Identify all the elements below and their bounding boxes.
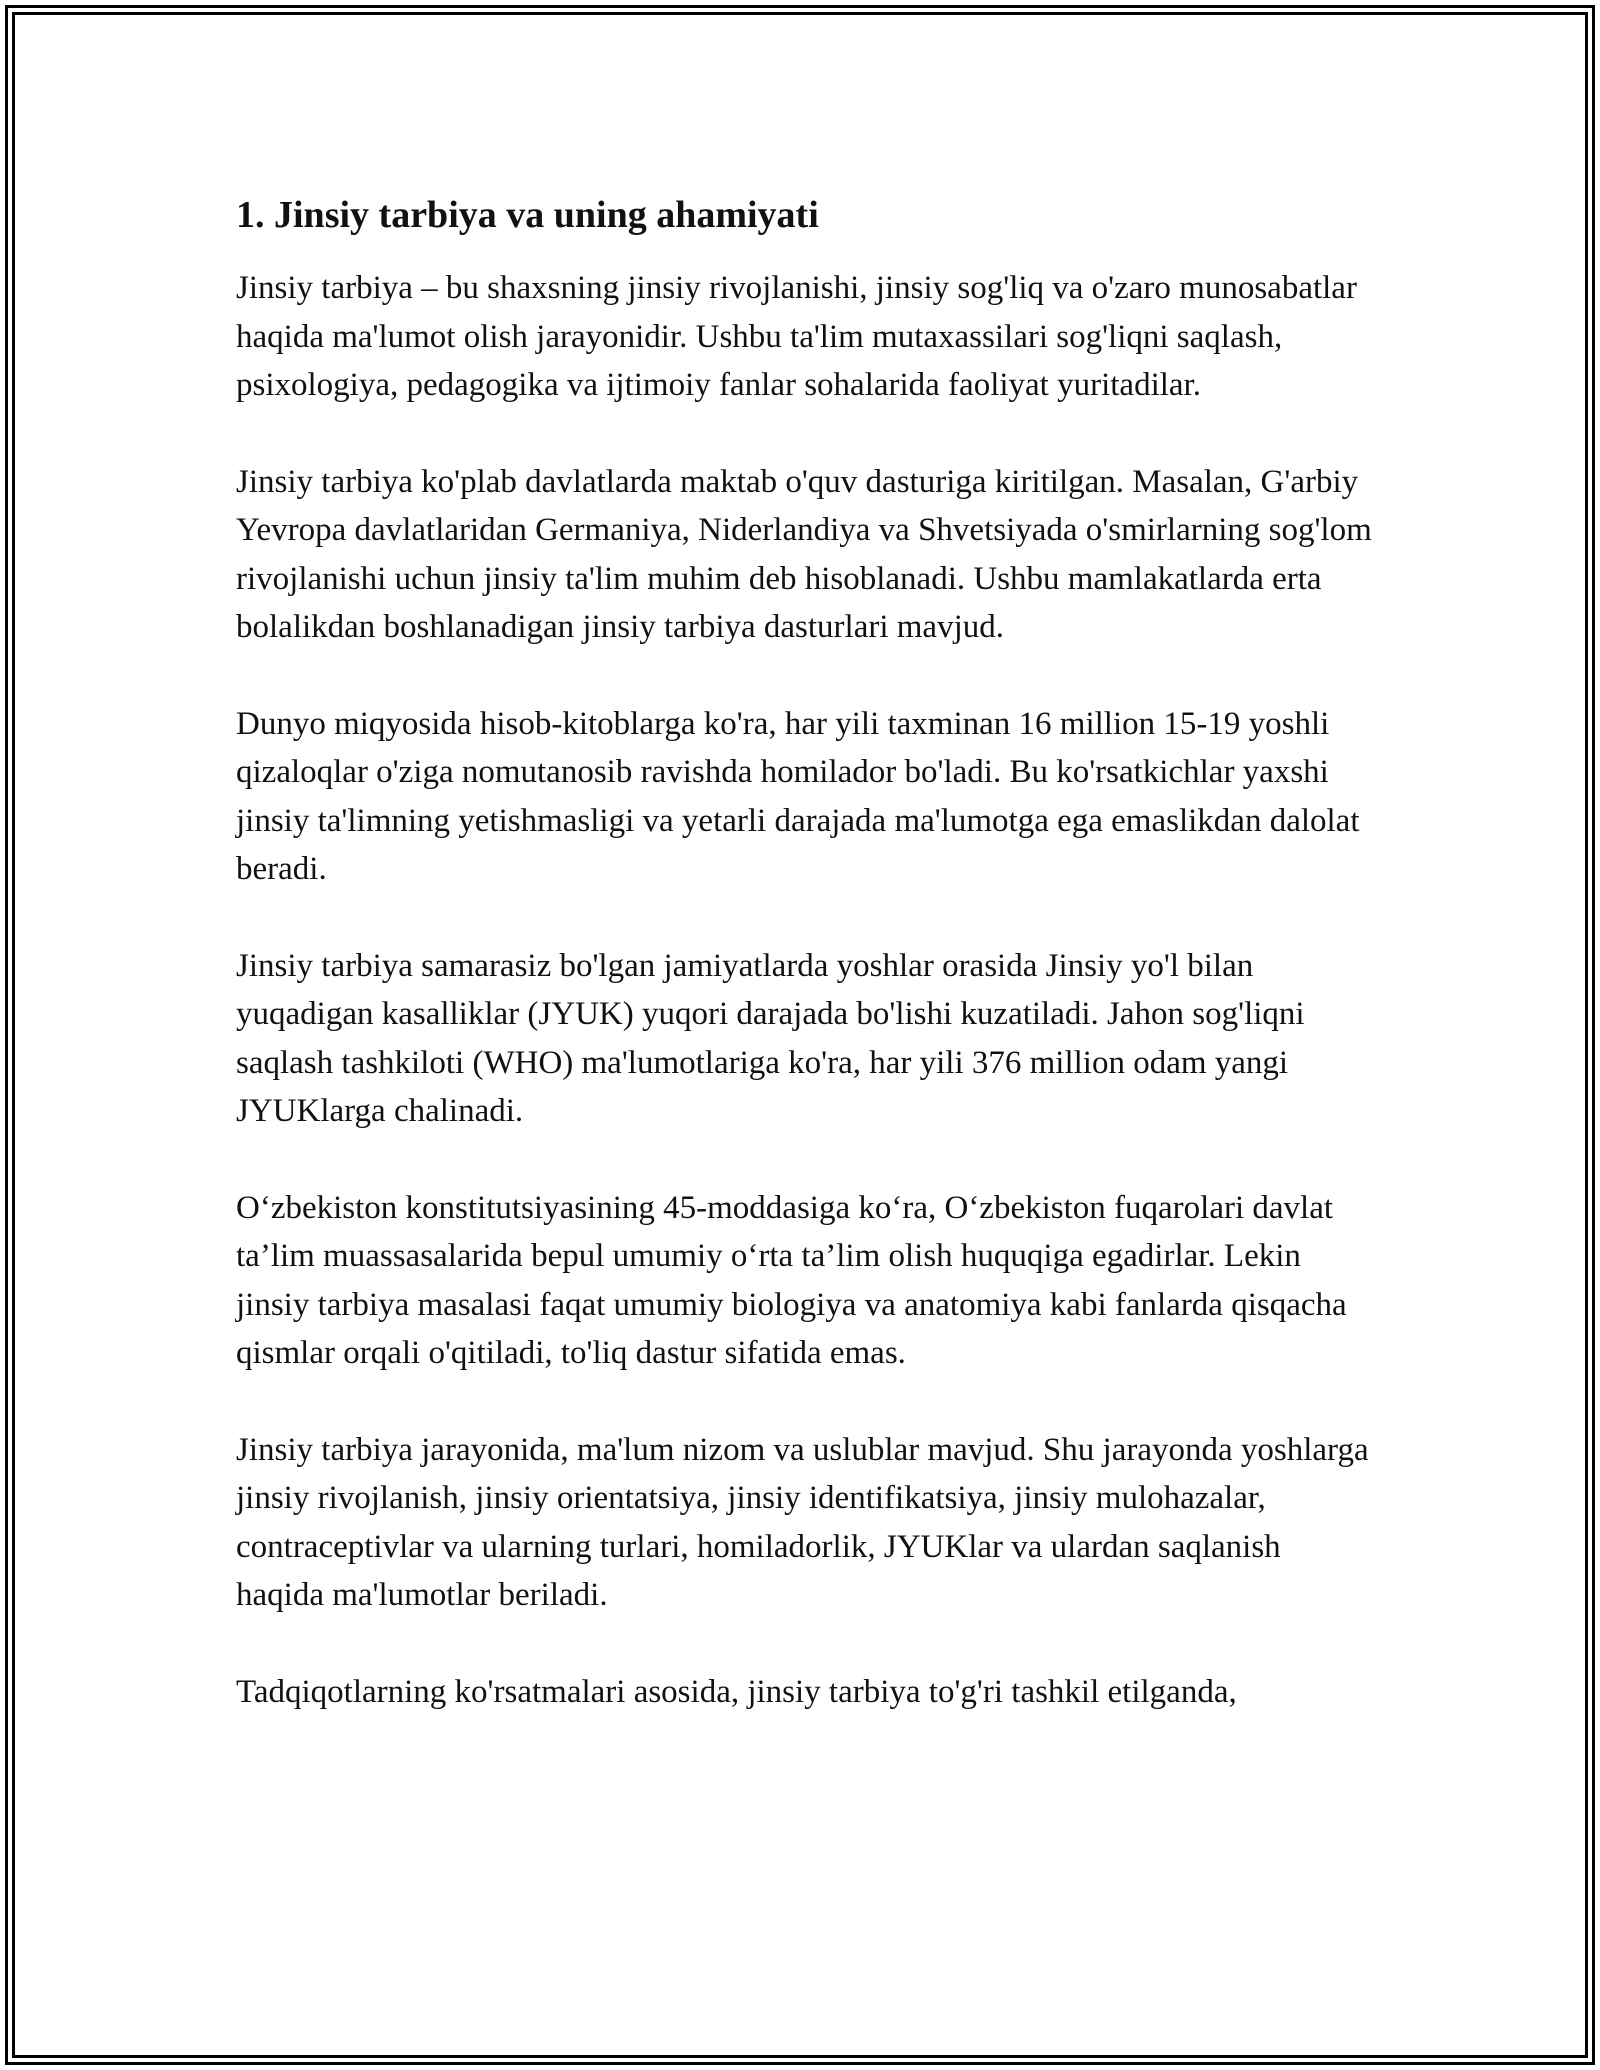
paragraph-7: Tadqiqotlarning ko'rsatmalari asosida, jinsiy tarbiya to'g'ri tashkil etilganda,	[236, 1673, 1237, 1710]
paragraph-3: Dunyo miqyosida hisob-kitoblarga ko'ra, har yili taxminan 16 million 15-19 yoshli qizaloqlar o'ziga nomutanosib ravishda homilador bo'ladi. Bu ko'rsatkichlar yaxshi jinsiy ta'limning yetishmasligi va yetarli darajada ma'lumotga ega emaslikdan dalolat beradi.	[236, 705, 1360, 887]
paragraph-1: Jinsiy tarbiya – bu shaxsning jinsiy rivojlanishi, jinsiy sog'liq va o'zaro munosabatlar haqida ma'lumot olish jarayonidir. Ushbu ta'lim mutaxassilari sog'liqni saqlash, psixologiya, pedagogika va ijtimoiy fanlar sohalarida faoliyat yuritadilar.	[236, 270, 1357, 403]
paragraph-4: Jinsiy tarbiya samarasiz bo'lgan jamiyatlarda yoshlar orasida Jinsiy yo'l bilan yuqadigan kasalliklar (JYUK) yuqori darajada bo'lishi kuzatiladi. Jahon sog'liqni saqlash tashkiloti (WHO) ma'lumotlariga ko'ra, har yili 376 million odam yangi JYUKlarga chalinadi.	[236, 947, 1305, 1129]
paragraph-6: Jinsiy tarbiya jarayonida, ma'lum nizom va uslublar mavjud. Shu jarayonda yoshlarga jinsiy rivojlanish, jinsiy orientatsiya, jinsiy identifikatsiya, jinsiy mulohazalar, contraceptivlar va ularning turlari, homiladorlik, JYUKlar va ulardan saqlanish haqida ma'lumotlar beriladi.	[236, 1431, 1369, 1613]
section-heading: 1. Jinsiy tarbiya va uning ahamiyati	[236, 194, 819, 236]
paragraph-5: O‘zbekiston konstitutsiyasining 45-moddasiga ko‘ra, O‘zbekiston fuqarolari davlat ta’lim muassasalarida bepul umumiy o‘rta ta’lim olish huquqiga egadirlar. Lekin jinsiy tarbiya masalasi faqat umumiy biologiya va anatomiya kabi fanlarda qisqacha qismlar orqali o'qitiladi, to'liq dastur sifatida emas.	[236, 1189, 1347, 1371]
document-body	[236, 188, 1376, 1764]
paragraph-2: Jinsiy tarbiya ko'plab davlatlarda maktab o'quv dasturiga kiritilgan. Masalan, G'arbiy Yevropa davlatlaridan Germaniya, Niderlandiya va Shvetsiyada o'smirlarning sog'lom rivojlanishi uchun jinsiy ta'lim muhim deb hisoblanadi. Ushbu mamlakatlarda erta bolalikdan boshlanadigan jinsiy tarbiya dasturlari mavjud.	[236, 463, 1372, 645]
